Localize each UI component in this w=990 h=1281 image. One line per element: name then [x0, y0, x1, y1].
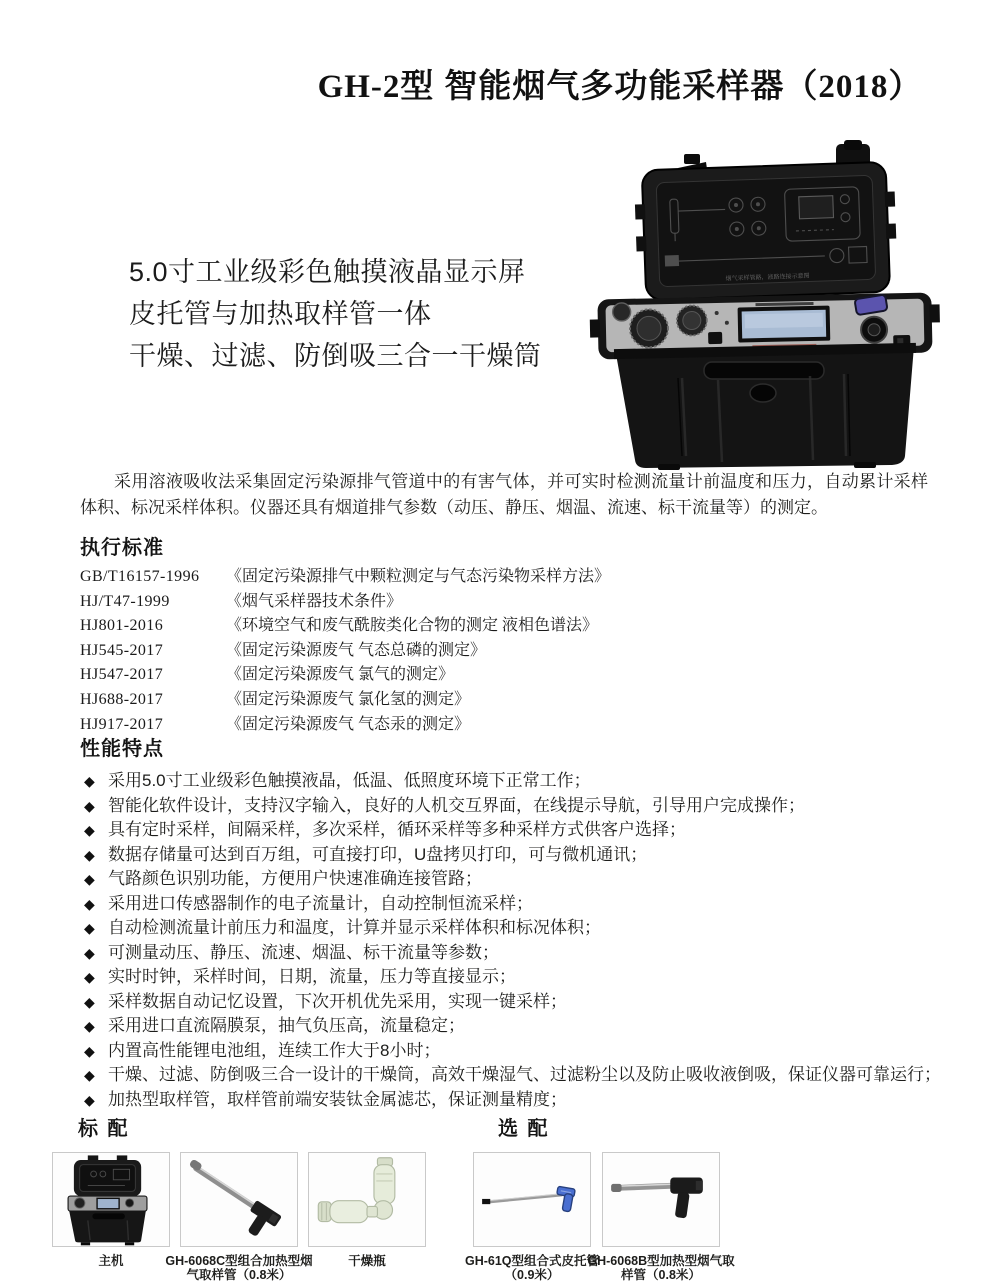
feature-item — [84, 1088, 964, 1113]
feature-item — [84, 941, 964, 966]
sampling-tube-b-thumb-illustration — [603, 1153, 719, 1246]
diamond-bullet-icon: ◆ — [84, 797, 95, 814]
standard-title: 《固定污染源废气 氯气的测定》 — [226, 666, 455, 684]
diamond-bullet-icon: ◆ — [84, 846, 95, 863]
standard-code: GB/T16157-1996 — [80, 568, 200, 585]
key-highlights — [129, 251, 542, 377]
feature-text: 干燥、过滤、防倒吸三合一设计的干燥筒，高效干燥湿气、过滤粉尘以及防止吸收液倒吸，保证仪器可靠运行； — [108, 1065, 941, 1084]
standards-heading: 执行标准 — [80, 537, 164, 559]
diamond-bullet-icon: ◆ — [84, 1067, 95, 1083]
sampler-device-illustration — [586, 138, 944, 472]
standard-code: HJ547-2017 — [80, 666, 164, 684]
standard-title: 《固定污染源废气 氯化氢的测定》 — [226, 690, 471, 708]
standard-code: HJ545-2017 — [80, 641, 164, 659]
feature-item — [84, 843, 964, 868]
diamond-bullet-icon: ◆ — [84, 993, 95, 1010]
feature-text: 智能化软件设计，支持汉字输入，良好的人机交互界面，在线提示导航，引导用户完成操作； — [108, 795, 805, 815]
diamond-bullet-icon: ◆ — [84, 773, 95, 789]
feature-text: 气路颜色识别功能，方便用户快速准确连接管路； — [108, 869, 482, 888]
feature-item — [84, 867, 964, 892]
thumb-heated-sampling-tube-c — [165, 1152, 313, 1281]
standards-list — [80, 563, 780, 735]
title-year: （2018） — [784, 69, 923, 105]
diamond-bullet-icon: ◆ — [84, 1042, 95, 1059]
feature-item — [84, 769, 964, 794]
standard-title: 《烟气采样器技术条件》 — [226, 592, 403, 610]
thumb-main-unit — [52, 1152, 170, 1268]
diamond-bullet-icon: ◆ — [84, 822, 95, 838]
standard-code: HJ917-2017 — [80, 715, 164, 733]
diamond-bullet-icon: ◆ — [84, 1018, 95, 1034]
standard-package-heading: 标 配 — [78, 1118, 130, 1140]
feature-item — [84, 892, 964, 917]
features-list — [84, 769, 964, 1112]
standard-row — [80, 661, 780, 686]
thumb-caption: GH-6068C型组合加热型烟气取样管（0.8米） — [165, 1254, 313, 1281]
diamond-bullet-icon: ◆ — [84, 895, 95, 912]
standard-row — [80, 686, 780, 711]
diamond-bullet-icon: ◆ — [84, 1091, 95, 1108]
standard-row — [80, 563, 780, 588]
standard-code: HJ688-2017 — [80, 690, 164, 708]
feature-item — [84, 1063, 964, 1088]
feature-text: 内置高性能锂电池组，连续工作大于8小时； — [108, 1040, 441, 1060]
diamond-bullet-icon: ◆ — [84, 944, 95, 961]
feature-item — [84, 1014, 964, 1039]
standard-code: HJ/T47-1999 — [80, 592, 170, 610]
highlight-line: 干燥、过滤、防倒吸三合一干燥筒 — [129, 341, 542, 371]
feature-text: 采样数据自动记忆设置，下次开机优先采用，实现一键采样； — [108, 991, 567, 1011]
feature-item — [84, 794, 964, 819]
standard-title: 《固定污染源废气 气态汞的测定》 — [226, 715, 471, 733]
features-heading: 性能特点 — [80, 738, 164, 760]
thumb-caption: 主机 — [98, 1254, 124, 1268]
title-name: 智能烟气多功能采样器 — [444, 67, 785, 104]
sampling-tube-c-thumb-illustration — [181, 1153, 297, 1246]
feature-text: 自动检测流量计前压力和温度，计算并显示采样体积和标况体积； — [108, 918, 601, 937]
intro-paragraph: 采用溶液吸收法采集固定污染源排气管道中的有害气体，并可实时检测流量计前温度和压力，自动累计采样体积、标况采样体积。仪器还具有烟道排气参数（动压、静压、烟温、流速、标干流量等）的测定。 — [80, 472, 928, 517]
main-unit-thumb-illustration — [53, 1153, 169, 1246]
thumb-drying-bottle — [308, 1152, 426, 1268]
standard-title: 《固定污染源废气 气态总磷的测定》 — [226, 641, 487, 659]
feature-item — [84, 818, 964, 843]
standard-row — [80, 637, 780, 662]
diamond-bullet-icon: ◆ — [84, 920, 95, 936]
page-title — [290, 60, 950, 107]
feature-text: 采用进口直流隔膜泵，抽气负压高，流量稳定； — [108, 1016, 465, 1035]
thumb-caption: GH-6068B型加热型烟气取样管（0.8米） — [587, 1254, 735, 1281]
feature-text: 实时时钟，采样时间，日期，流量，压力等直接显示； — [108, 967, 516, 986]
diamond-bullet-icon: ◆ — [84, 871, 95, 887]
feature-item — [84, 1039, 964, 1064]
feature-item — [84, 916, 964, 941]
feature-text: 采用5.0寸工业级彩色触摸液晶，低温、低照度环境下正常工作； — [108, 771, 591, 790]
standard-title: 《固定污染源排气中颗粒测定与气态污染物采样方法》 — [226, 568, 611, 585]
highlight-line: 5.0寸工业级彩色触摸液晶显示屏 — [129, 257, 526, 287]
title-model: GH-2型 — [317, 69, 435, 105]
standard-code: HJ801-2016 — [80, 617, 164, 635]
pitot-tube-thumb-illustration — [474, 1153, 590, 1246]
diamond-bullet-icon: ◆ — [84, 969, 95, 985]
highlight-line: 皮托管与加热取样管一体 — [129, 299, 432, 329]
product-photo — [586, 138, 944, 472]
drying-bottle-thumb-illustration — [309, 1153, 425, 1246]
feature-item — [84, 965, 964, 990]
standard-title: 《环境空气和废气酰胺类化合物的测定 液相色谱法》 — [226, 617, 599, 635]
thumb-caption: GH-61Q型组合式皮托管（0.9米） — [464, 1254, 600, 1281]
standard-row — [80, 711, 780, 736]
thumb-heated-sampling-tube-b — [587, 1152, 735, 1281]
thumb-caption: 干燥瓶 — [348, 1254, 386, 1268]
feature-text: 采用进口传感器制作的电子流量计，自动控制恒流采样； — [108, 893, 533, 913]
thumb-pitot-tube — [464, 1152, 600, 1281]
feature-text: 可测量动压、静压、流速、烟温、标干流量等参数； — [108, 942, 499, 962]
standard-row — [80, 588, 780, 613]
optional-package-heading: 选 配 — [498, 1118, 550, 1140]
feature-text: 数据存储量可达到百万组，可直接打印，U盘拷贝打印，可与微机通讯； — [108, 844, 648, 864]
lid-diagram-caption: 烟气采样管路，液路连接示意图 — [725, 273, 810, 283]
feature-item — [84, 990, 964, 1015]
feature-text: 具有定时采样，间隔采样，多次采样，循环采样等多种采样方式供客户选择； — [108, 820, 686, 839]
feature-text: 加热型取样管，取样管前端安装钛金属滤芯，保证测量精度； — [108, 1089, 567, 1109]
standard-row — [80, 612, 780, 637]
